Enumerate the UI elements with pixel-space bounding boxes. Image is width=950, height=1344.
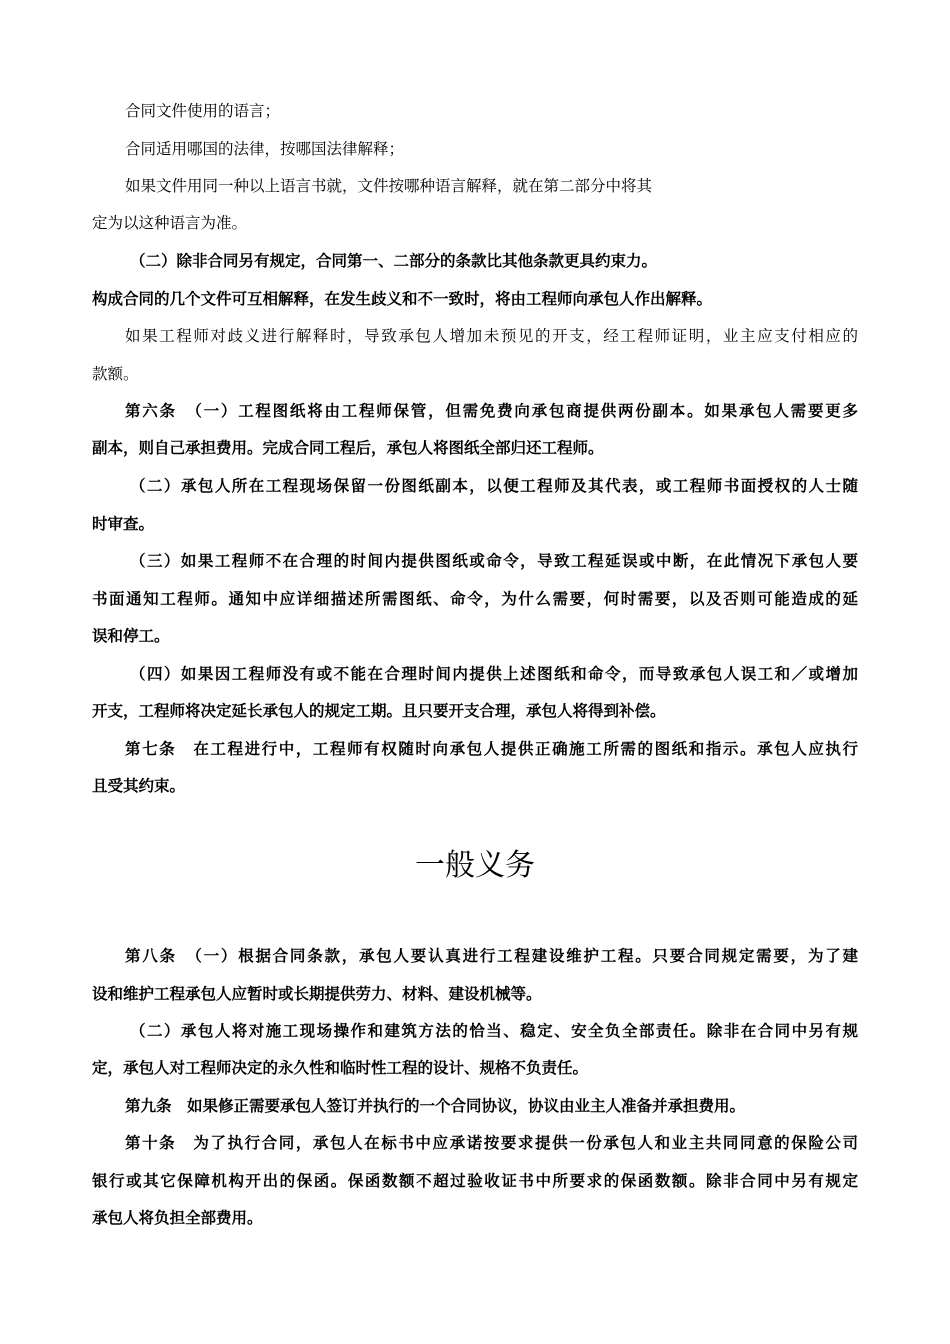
paragraph-line: 定为以这种语言为准。 bbox=[92, 214, 248, 232]
paragraph-line: （二）除非合同另有规定，合同第一、二部分的条款比其他条款更具约束力。 bbox=[130, 251, 658, 270]
paragraph-line: 如果工程师对歧义进行解释时，导致承包人增加未预见的开支，经工程师证明，业主应支付相应的 bbox=[125, 327, 858, 345]
paragraph-line: 第九条 如果修正需要承包人签订并执行的一个合同协议，协议由业主人准备并承担费用。 bbox=[125, 1096, 746, 1115]
paragraph-line: 第七条 在工程进行中，工程师有权随时向承包人提供正确施工所需的图纸和指示。承包人应执行 bbox=[125, 739, 858, 758]
paragraph-line: （四）如果因工程师没有或不能在合理时间内提供上述图纸和命令，而导致承包人误工和／或增加 bbox=[130, 664, 858, 683]
paragraph-line: 开支，工程师将决定延长承包人的规定工期。且只要开支合理，承包人将得到补偿。 bbox=[92, 701, 666, 720]
paragraph-line: 副本，则自己承担费用。完成合同工程后，承包人将图纸全部归还工程师。 bbox=[92, 438, 604, 457]
paragraph-line: 定，承包人对工程师决定的永久性和临时性工程的设计、规格不负责任。 bbox=[92, 1058, 589, 1077]
paragraph-line: 且受其约束。 bbox=[92, 776, 186, 795]
paragraph-line: 书面通知工程师。通知中应详细描述所需图纸、命令，为什么需要，何时需要，以及否则可能造成的延 bbox=[92, 589, 858, 608]
paragraph-line: 第十条 为了执行合同，承包人在标书中应承诺按要求提供一份承包人和业主共同同意的保险公司 bbox=[125, 1133, 858, 1152]
paragraph-line: （二）承包人将对施工现场操作和建筑方法的恰当、稳定、安全负全部责任。除非在合同中另有规 bbox=[130, 1021, 858, 1040]
paragraph-line: 承包人将负担全部费用。 bbox=[92, 1208, 263, 1227]
paragraph-line: 合同适用哪国的法律，按哪国法律解释； bbox=[125, 140, 405, 158]
paragraph-line: 款额。 bbox=[92, 365, 139, 383]
paragraph-line: 第六条 （一）工程图纸将由工程师保管，但需免费向承包商提供两份副本。如果承包人需要更多 bbox=[125, 401, 858, 420]
paragraph-line: 设和维护工程承包人应暂时或长期提供劳力、材料、建设机械等。 bbox=[92, 984, 542, 1003]
paragraph-line: 如果文件用同一种以上语言书就，文件按哪种语言解释，就在第二部分中将其 bbox=[125, 177, 653, 195]
paragraph-line: （三）如果工程师不在合理的时间内提供图纸或命令，导致工程延误或中断，在此情况下承包人要 bbox=[130, 551, 858, 570]
paragraph-line: 时审查。 bbox=[92, 514, 155, 533]
paragraph-line: （二）承包人所在工程现场保留一份图纸副本，以便工程师及其代表，或工程师书面授权的人士随 bbox=[130, 476, 858, 495]
paragraph-line: 第八条 （一）根据合同条款，承包人要认真进行工程建设维护工程。只要合同规定需要，为了建 bbox=[125, 946, 858, 965]
paragraph-line: 合同文件使用的语言； bbox=[125, 102, 281, 120]
paragraph-line: 银行或其它保障机构开出的保函。保函数额不超过验收证书中所要求的保函数额。除非合同中另有规定 bbox=[92, 1171, 858, 1190]
paragraph-line: 误和停工。 bbox=[92, 626, 170, 645]
section-title: 一般义务 bbox=[415, 848, 535, 883]
paragraph-line: 构成合同的几个文件可互相解释，在发生歧义和不一致时，将由工程师向承包人作出解释。 bbox=[92, 289, 713, 308]
